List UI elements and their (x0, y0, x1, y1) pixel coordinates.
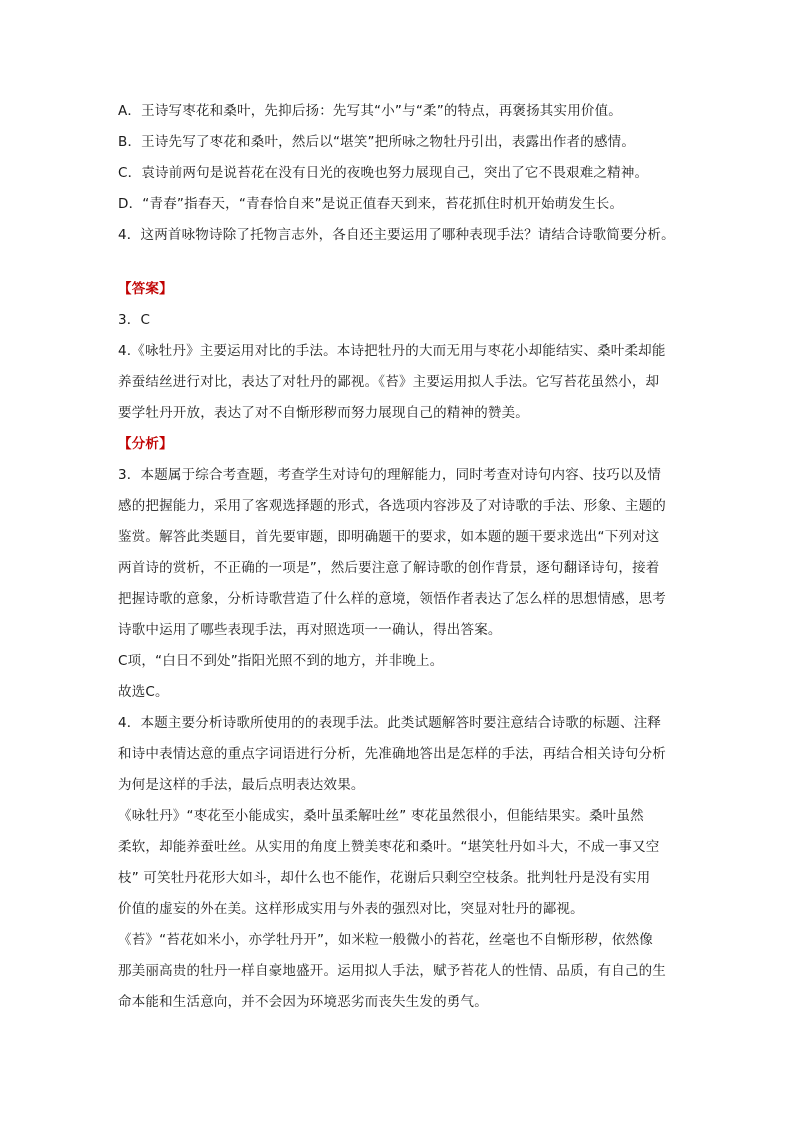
answer-line: 养蚕结丝进行对比，表达了对牡丹的鄙视。《苔》主要运用拟人手法。它写苔花虽然小，却 (118, 374, 660, 390)
analysis-line: 《咏牡丹》“枣花至小能成实，桑叶虽柔解吐丝” 枣花虽然很小，但能结果实。桑叶虽然 (118, 808, 644, 824)
question-options-block (118, 96, 688, 251)
analysis-line: 4．本题主要分析诗歌所使用的的表现手法。此类试题解答时要注意结合诗歌的标题、注释 (118, 715, 662, 731)
analysis-line: 两首诗的赏析，不正确的一项是”，然后要注意了解诗歌的创作背景，逐句翻译诗句，接着 (118, 560, 660, 576)
analysis-line: 感的把握能力，采用了客观选择题的形式，各选项内容涉及了对诗歌的手法、形象、主题的 (118, 498, 666, 514)
analysis-line: 价值的虚妄的外在美。这样形成实用与外表的强烈对比，突显对牡丹的鄙视。 (118, 901, 584, 917)
answer-block (118, 274, 688, 429)
analysis-line: 和诗中表情达意的重点字词语进行分析，先准确地答出是怎样的手法，再结合相关诗句分析 (118, 746, 666, 762)
analysis-line: C项，“白日不到处”指阳光照不到的地方，并非晚上。 (118, 653, 444, 669)
answer-line: 要学牡丹开放，表达了对不自惭形秽而努力展现自己的精神的赞美。 (118, 405, 529, 421)
analysis-heading: 【分析】 (118, 436, 173, 452)
answer-line: 3．C (118, 312, 151, 328)
analysis-line: 诗歌中运用了哪些表现手法，再对照选项一一确认，得出答案。 (118, 622, 502, 638)
analysis-line: 柔软，却能养蚕吐丝。从实用的角度上赞美枣花和桑叶。“堪笑牡丹如斗大，不成一事又空 (118, 839, 660, 855)
analysis-line: 把握诗歌的意象，分析诗歌营造了什么样的意境，领悟作者表达了怎么样的思想情感，思考 (118, 591, 666, 607)
option-d: D．“青春”指春天，“青春恰自来”是说正值春天到来，苔花抓住时机开始萌发生长。 (118, 196, 624, 212)
analysis-block (118, 429, 688, 1018)
analysis-line: 为何是这样的手法，最后点明表达效果。 (118, 777, 365, 793)
option-b: B．王诗先写了枣花和桑叶，然后以“堪笑”把所咏之物牡丹引出，表露出作者的感情。 (118, 134, 636, 150)
analysis-line: 命本能和生活意向，并不会因为环境恶劣而丧失生发的勇气。 (118, 994, 488, 1010)
analysis-line: 鉴赏。解答此类题目，首先要审题，即明确题干的要求，如本题的题干要求选出“下列对这 (118, 529, 660, 545)
analysis-line: 3．本题属于综合考查题，考查学生对诗句的理解能力，同时考查对诗句内容、技巧以及情 (118, 467, 662, 483)
question-4: 4．这两首咏物诗除了托物言志外，各自还主要运用了哪种表现手法？请结合诗歌简要分析。 (118, 227, 675, 243)
analysis-line: 《苔》“苔花如米小，亦学牡丹开”，如米粒一般微小的苔花，丝毫也不自惭形秽，依然像 (118, 932, 653, 948)
option-a: A．王诗写枣花和桑叶，先抑后扬：先写其“小”与“柔”的特点，再褒扬其实用价值。 (118, 103, 623, 119)
analysis-line: 枝” 可笑牡丹花形大如斗，却什么也不能作，花谢后只剩空空枝条。批判牡丹是没有实用 (118, 870, 651, 886)
answer-line: 4.《咏牡丹》主要运用对比的手法。本诗把牡丹的大而无用与枣花小却能结实、桑叶柔却能 (118, 343, 666, 359)
analysis-line: 那美丽高贵的牡丹一样自豪地盛开。运用拟人手法，赋予苔花人的性情、品质，有自己的生 (118, 963, 666, 979)
answer-heading: 【答案】 (118, 281, 173, 297)
option-c: C．袁诗前两句是说苔花在没有日光的夜晚也努力展现自己，突出了它不畏艰难之精神。 (118, 165, 649, 181)
analysis-line: 故选C。 (118, 684, 169, 700)
